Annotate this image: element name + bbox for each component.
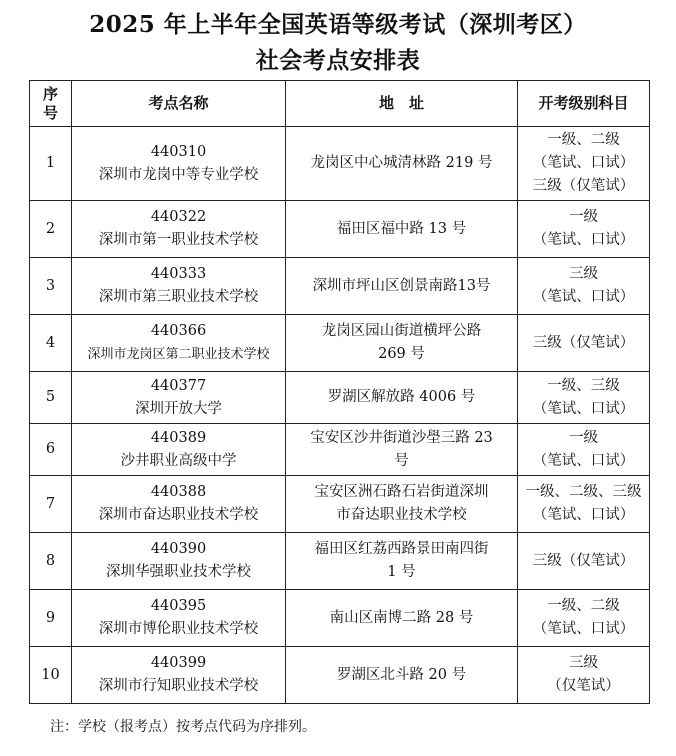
address-line: 罗湖区北斗路 20 号	[336, 666, 467, 683]
site-code: 440389	[150, 429, 207, 446]
level-line: （仅笔试）	[547, 678, 620, 694]
school-name: 深圳市博伦职业技术学校	[98, 621, 259, 637]
level-line: 三级	[569, 655, 598, 671]
cell-address	[286, 590, 518, 647]
level-line: 三级	[569, 266, 598, 282]
cell-no: 10	[30, 647, 72, 704]
level-line: （笔试、口试）	[532, 507, 635, 523]
cell-levels	[518, 315, 650, 372]
cell-no: 2	[30, 201, 72, 258]
cell-site-name	[72, 315, 286, 372]
cell-site-name	[72, 647, 286, 704]
table-row	[30, 424, 650, 476]
level-line: （笔试、口试）	[532, 452, 635, 469]
address-line: 269 号	[378, 346, 425, 362]
cell-no: 1	[30, 127, 72, 201]
cell-levels	[518, 533, 650, 590]
cell-levels	[518, 201, 650, 258]
site-code: 440377	[150, 377, 207, 394]
level-line: 三级（仅笔试）	[532, 334, 635, 351]
cell-no: 5	[30, 372, 72, 424]
site-code: 440333	[150, 266, 207, 282]
school-name: 沙井职业高级中学	[120, 452, 237, 469]
cell-no: 7	[30, 476, 72, 533]
level-line: （笔试、口试）	[532, 621, 635, 637]
level-line: 一级、二级、三级	[525, 484, 642, 500]
cell-levels	[518, 372, 650, 424]
site-code: 440366	[150, 323, 207, 339]
site-code: 440310	[150, 143, 207, 160]
table-row	[30, 201, 650, 258]
site-code: 440395	[150, 598, 207, 614]
cell-address	[286, 127, 518, 201]
level-line: 一级、二级	[547, 598, 620, 614]
cell-site-name	[72, 476, 286, 533]
cell-levels	[518, 476, 650, 533]
address-line: 宝安区沙井街道沙壆三路 23	[310, 429, 493, 446]
level-line: （笔试、口试）	[532, 155, 635, 171]
cell-address	[286, 476, 518, 533]
address-line: 福田区红荔西路景田南四街	[314, 541, 489, 557]
level-line: （笔试、口试）	[532, 400, 635, 417]
table-header-row	[30, 81, 650, 127]
cell-site-name	[72, 533, 286, 590]
site-code: 440399	[150, 655, 207, 671]
site-code: 440322	[150, 209, 207, 225]
header-no: 序 号	[30, 81, 72, 127]
school-name: 深圳华强职业技术学校	[106, 564, 251, 580]
cell-address	[286, 315, 518, 372]
table-row	[30, 127, 650, 201]
address-line: 南山区南博二路 28 号	[329, 609, 474, 626]
school-name: 深圳市龙岗区第二职业技术学校	[87, 347, 270, 362]
cell-no: 9	[30, 590, 72, 647]
address-line: 宝安区洲石路石岩街道深圳	[314, 484, 489, 500]
cell-no: 3	[30, 258, 72, 315]
table-row	[30, 533, 650, 590]
footnote: 注：学校（报考点）按考点代码为序排列。	[50, 719, 316, 735]
level-line: 三级（仅笔试）	[532, 178, 635, 194]
address-line: 市奋达职业技术学校	[336, 507, 467, 523]
cell-no: 6	[30, 424, 72, 476]
address-line: 1 号	[387, 564, 416, 580]
cell-address	[286, 201, 518, 258]
school-name: 深圳市第三职业技术学校	[98, 289, 259, 305]
level-line: 三级（仅笔试）	[532, 552, 635, 569]
level-line: 一级	[569, 429, 598, 446]
level-line: 一级、二级	[547, 132, 620, 148]
cell-address	[286, 424, 518, 476]
school-name: 深圳市龙岗中等专业学校	[98, 166, 259, 183]
cell-levels	[518, 424, 650, 476]
cell-site-name	[72, 424, 286, 476]
cell-address	[286, 258, 518, 315]
site-code: 440388	[150, 484, 207, 500]
cell-site-name	[72, 258, 286, 315]
cell-no: 8	[30, 533, 72, 590]
address-line: 龙岗区中心城清林路 219 号	[310, 155, 493, 171]
table-row	[30, 315, 650, 372]
address-line: 罗湖区解放路 4006 号	[327, 389, 476, 405]
cell-site-name	[72, 201, 286, 258]
level-line: 一级	[569, 209, 598, 225]
table-row	[30, 590, 650, 647]
cell-site-name	[72, 590, 286, 647]
address-line: 号	[394, 452, 409, 469]
document-subtitle: 社会考点安排表	[255, 47, 421, 74]
table-row	[30, 476, 650, 533]
cell-levels	[518, 647, 650, 704]
school-name: 深圳市奋达职业技术学校	[98, 507, 259, 523]
cell-site-name	[72, 372, 286, 424]
address-line: 深圳市坪山区创景南路13号	[312, 277, 491, 294]
table-row	[30, 372, 650, 424]
school-name: 深圳市第一职业技术学校	[98, 232, 259, 248]
document-title: 2025 年上半年全国英语等级考试（深圳考区）	[89, 11, 587, 38]
cell-address	[286, 647, 518, 704]
address-line: 福田区福中路 13 号	[336, 220, 467, 237]
cell-levels	[518, 258, 650, 315]
cell-levels	[518, 127, 650, 201]
cell-levels	[518, 590, 650, 647]
school-name: 深圳开放大学	[135, 400, 222, 417]
site-code: 440390	[150, 541, 207, 557]
cell-site-name	[72, 127, 286, 201]
header-site-name: 考点名称	[72, 81, 286, 127]
header-levels: 开考级别科目	[518, 81, 650, 127]
address-line: 龙岗区园山街道横坪公路	[321, 323, 482, 339]
table-row	[30, 258, 650, 315]
level-line: （笔试、口试）	[532, 289, 635, 305]
school-name: 深圳市行知职业技术学校	[98, 678, 259, 694]
table-row	[30, 647, 650, 704]
exam-site-table	[29, 80, 650, 704]
header-address: 地 址	[286, 81, 518, 127]
cell-no: 4	[30, 315, 72, 372]
level-line: （笔试、口试）	[532, 232, 635, 248]
cell-address	[286, 372, 518, 424]
level-line: 一级、三级	[547, 377, 620, 394]
cell-address	[286, 533, 518, 590]
